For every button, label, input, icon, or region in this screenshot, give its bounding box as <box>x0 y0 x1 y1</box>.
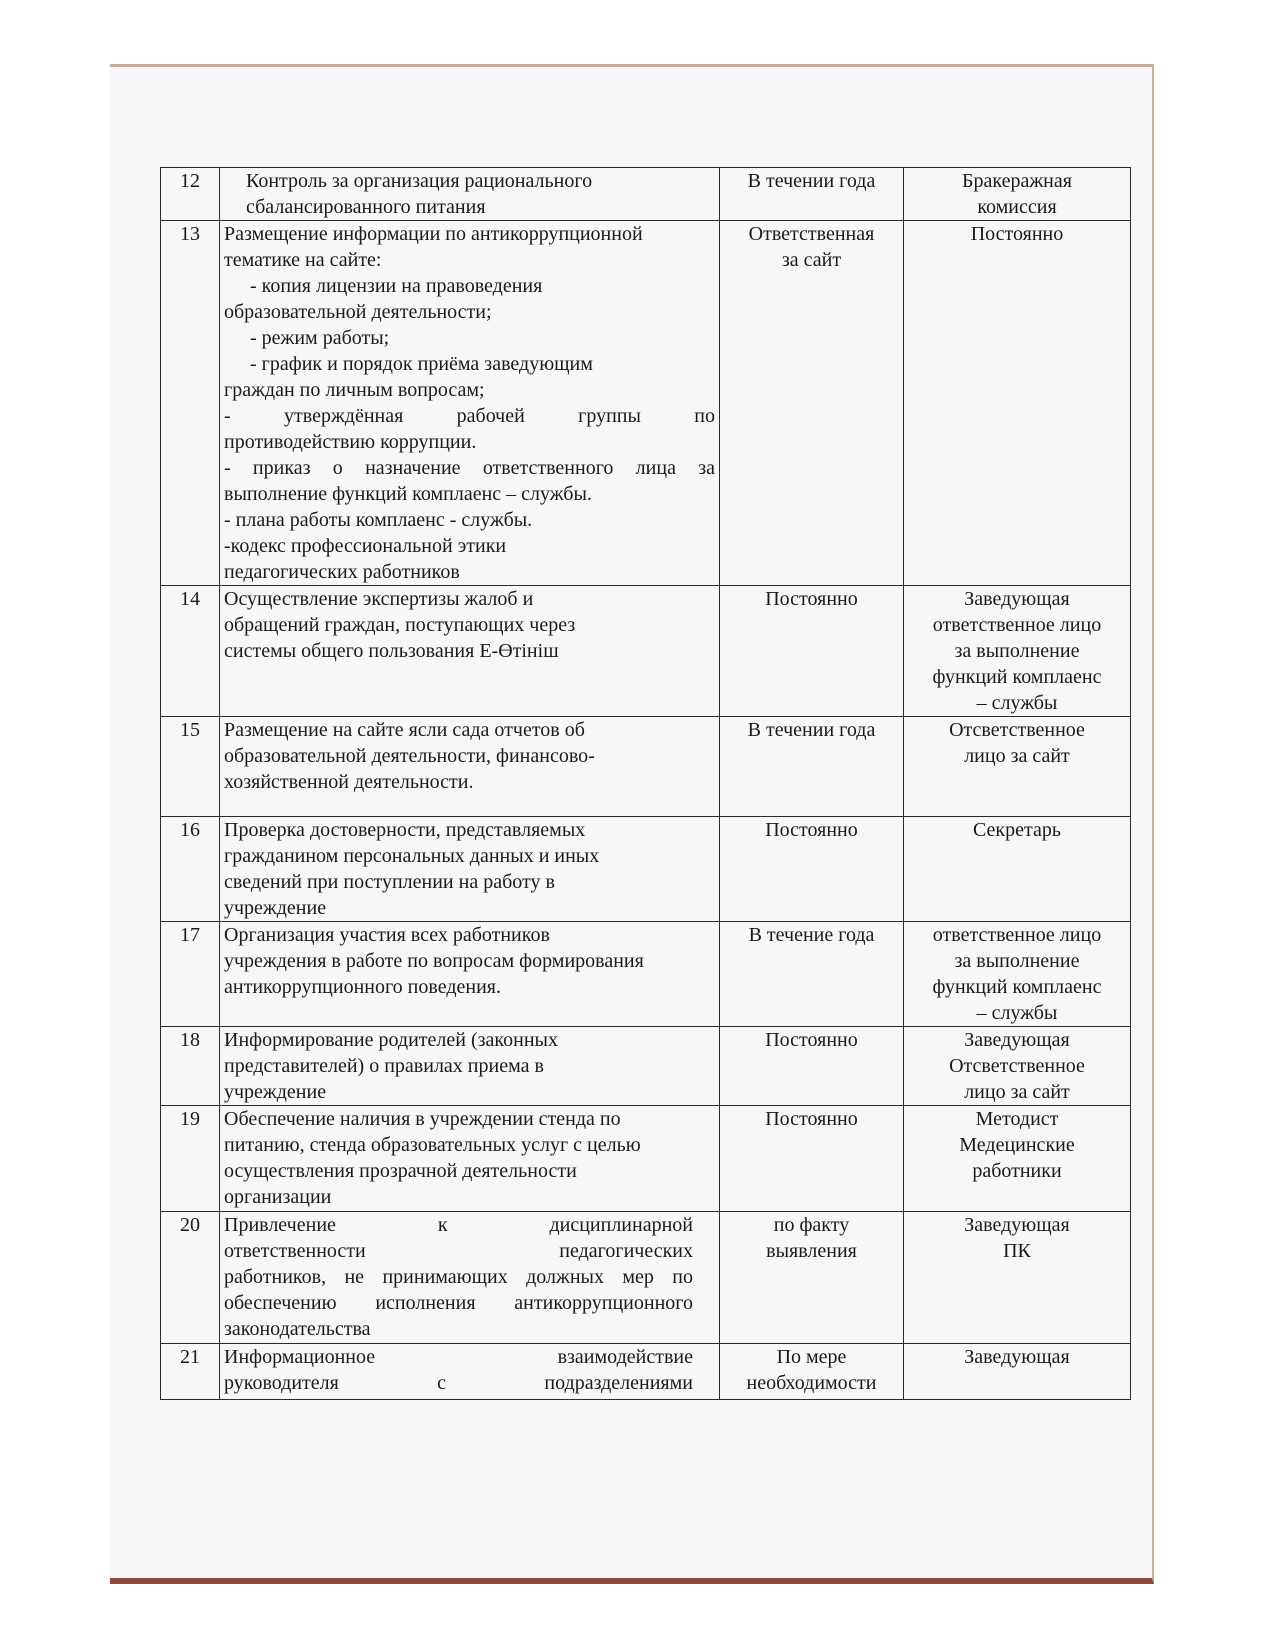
term-cell <box>720 221 904 586</box>
table-row <box>161 1027 1131 1106</box>
responsible-line: Заведующая <box>964 588 1070 610</box>
activity-line: хозяйственной деятельности. <box>224 771 474 793</box>
table-row <box>161 1344 1131 1400</box>
term-cell <box>720 1027 904 1106</box>
responsible-cell <box>904 1106 1131 1212</box>
activity-line: антикоррупционного поведения. <box>224 976 501 998</box>
term-line: выявления <box>766 1240 857 1262</box>
activity-line: - утверждённая рабочей группы по <box>224 405 715 427</box>
responsible-line: за выполнение <box>954 950 1080 972</box>
activity-line: учреждения в работе по вопросам формирования <box>224 950 644 972</box>
document-page <box>110 64 1154 1584</box>
responsible-cell <box>904 1027 1131 1106</box>
term-line: По мере <box>776 1346 847 1368</box>
row-number: 16 <box>161 817 220 922</box>
activity-line: Организация участия всех работников <box>224 924 550 946</box>
activity-cell <box>220 221 720 586</box>
activity-line: законодательства <box>224 1318 371 1340</box>
anticorruption-plan-table <box>160 167 1131 1400</box>
activity-line: тематике на сайте: <box>224 249 382 271</box>
responsible-cell <box>904 1344 1131 1400</box>
table-row <box>161 717 1131 817</box>
responsible-line: функций комплаенс <box>932 976 1102 998</box>
activity-line: обеспечению исполнения антикоррупционного <box>224 1292 693 1314</box>
activity-line: Размещение на сайте ясли сада отчетов об <box>224 719 585 741</box>
term-line: за сайт <box>781 249 842 271</box>
activity-cell <box>220 1027 720 1106</box>
activity-line: - копия лицензии на правоведения <box>250 275 543 297</box>
responsible-line: работники <box>972 1160 1062 1182</box>
activity-line: учреждение <box>224 897 327 919</box>
table-row <box>161 168 1131 221</box>
row-number: 14 <box>161 586 220 717</box>
activity-line: граждан по личным вопросам; <box>224 379 485 401</box>
activity-line: - режим работы; <box>250 327 390 349</box>
term-cell <box>720 1106 904 1212</box>
activity-line: сбалансированного питания <box>246 196 486 218</box>
responsible-line: лицо за сайт <box>964 745 1070 767</box>
row-number: 13 <box>161 221 220 586</box>
responsible-line: Заведующая <box>964 1029 1070 1051</box>
activity-line: - график и порядок приёма заведующим <box>250 353 593 375</box>
term-line: Постоянно <box>765 819 858 841</box>
activity-cell <box>220 168 720 221</box>
activity-line: образовательной деятельности, финансово- <box>224 745 595 767</box>
responsible-cell <box>904 221 1131 586</box>
responsible-line: Отсветственное <box>949 1055 1085 1077</box>
term-line: В течении года <box>747 170 876 192</box>
activity-line: педагогических работников <box>224 561 460 583</box>
responsible-line: Секретарь <box>972 819 1062 841</box>
term-line: необходимости <box>746 1372 877 1394</box>
responsible-line: Постоянно <box>970 223 1064 245</box>
table-row <box>161 817 1131 922</box>
row-number: 21 <box>161 1344 220 1400</box>
activity-cell <box>220 586 720 717</box>
activity-line: ответственности педагогических <box>224 1240 693 1262</box>
term-line: Постоянно <box>765 1108 858 1130</box>
activity-line: Информационное взаимодействие <box>224 1346 693 1368</box>
term-cell <box>720 922 904 1027</box>
responsible-line: комиссия <box>977 196 1057 218</box>
table-row <box>161 922 1131 1027</box>
activity-line: гражданином персональных данных и иных <box>224 845 600 867</box>
table-row <box>161 1106 1131 1212</box>
activity-line: организации <box>224 1186 332 1208</box>
activity-line: Размещение информации по антикоррупционной <box>224 223 643 245</box>
activity-line: -кодекс профессиональной этики <box>224 535 507 557</box>
responsible-line: – службы <box>976 1002 1058 1024</box>
activity-cell <box>220 817 720 922</box>
activity-cell <box>220 1212 720 1344</box>
responsible-cell <box>904 586 1131 717</box>
activity-cell <box>220 1344 720 1400</box>
row-number: 12 <box>161 168 220 221</box>
table-row <box>161 221 1131 586</box>
term-cell <box>720 1344 904 1400</box>
row-number: 15 <box>161 717 220 817</box>
term-cell <box>720 1212 904 1344</box>
activity-line: питанию, стенда образовательных услуг с целью <box>224 1134 641 1156</box>
table-row <box>161 1212 1131 1344</box>
activity-line: - приказ о назначение ответственного лица за <box>224 457 715 479</box>
responsible-cell <box>904 168 1131 221</box>
activity-line: Контроль за организация рационального <box>246 170 593 192</box>
responsible-line: за выполнение <box>954 640 1080 662</box>
activity-line: Осуществление экспертизы жалоб и <box>224 588 534 610</box>
activity-line: Проверка достоверности, представляемых <box>224 819 586 841</box>
responsible-cell <box>904 922 1131 1027</box>
term-cell <box>720 168 904 221</box>
responsible-line: Медецинские <box>959 1134 1075 1156</box>
activity-line: противодействию коррупции. <box>224 431 477 453</box>
activity-line: осуществления прозрачной деятельности <box>224 1160 577 1182</box>
responsible-line: Отсветственное <box>949 719 1085 741</box>
term-cell <box>720 717 904 817</box>
responsible-line: ответственное лицо <box>932 924 1102 946</box>
term-line: В течении года <box>747 719 876 741</box>
activity-cell <box>220 922 720 1027</box>
responsible-line: ПК <box>1003 1240 1031 1262</box>
activity-line: сведений при поступлении на работу в <box>224 871 555 893</box>
term-cell <box>720 817 904 922</box>
row-number: 18 <box>161 1027 220 1106</box>
responsible-line: Заведующая <box>964 1346 1070 1368</box>
term-cell <box>720 586 904 717</box>
responsible-line: Методист <box>975 1108 1059 1130</box>
responsible-cell <box>904 717 1131 817</box>
activity-line: Привлечение к дисциплинарной <box>224 1214 693 1236</box>
activity-line: системы общего пользования Е-Өтініш <box>224 640 559 662</box>
activity-line: Информирование родителей (законных <box>224 1029 558 1051</box>
activity-line: выполнение функций комплаенс – службы. <box>224 483 592 505</box>
responsible-line: лицо за сайт <box>964 1081 1070 1103</box>
responsible-line: Бракеражная <box>962 170 1072 192</box>
activity-cell <box>220 1106 720 1212</box>
activity-line: Обеспечение наличия в учреждении стенда по <box>224 1108 621 1130</box>
row-number: 20 <box>161 1212 220 1344</box>
table-row <box>161 586 1131 717</box>
activity-line: - плана работы комплаенс - службы. <box>224 509 533 531</box>
responsible-line: Заведующая <box>964 1214 1070 1236</box>
activity-line: руководителя с подразделениями <box>224 1372 693 1394</box>
term-line: Постоянно <box>765 588 858 610</box>
term-line: Постоянно <box>765 1029 858 1051</box>
term-line: В течение года <box>748 924 875 946</box>
responsible-line: функций комплаенс <box>932 666 1102 688</box>
activity-line: представителей) о правилах приема в <box>224 1055 544 1077</box>
activity-line: обращений граждан, поступающих через <box>224 614 576 636</box>
responsible-line: ответственное лицо <box>932 614 1102 636</box>
activity-line: работников, не принимающих должных мер по <box>224 1266 693 1288</box>
activity-line: образовательной деятельности; <box>224 301 492 323</box>
responsible-cell <box>904 817 1131 922</box>
responsible-cell <box>904 1212 1131 1344</box>
row-number: 17 <box>161 922 220 1027</box>
activity-line: учреждение <box>224 1081 327 1103</box>
responsible-line: – службы <box>976 692 1058 714</box>
term-line: по факту <box>773 1214 850 1236</box>
term-line: Ответственная <box>748 223 875 245</box>
activity-cell <box>220 717 720 817</box>
row-number: 19 <box>161 1106 220 1212</box>
